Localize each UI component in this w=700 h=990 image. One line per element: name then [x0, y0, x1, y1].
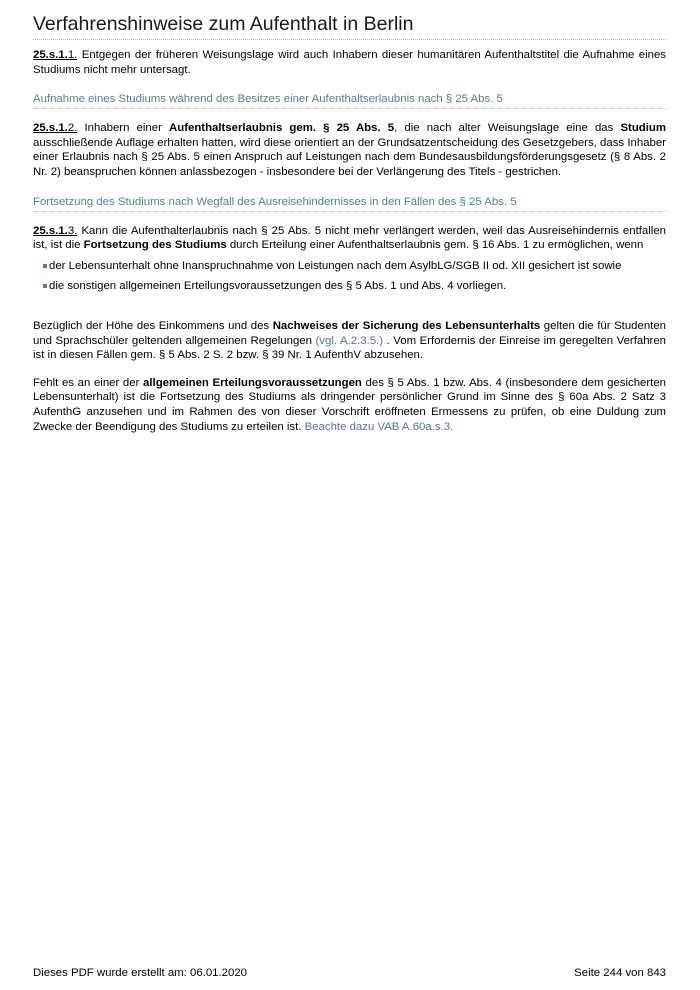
bold-term: allgemeinen Erteilungsvoraussetzungen — [143, 376, 362, 389]
reference-link-vab-a-60a-s-3[interactable]: Beachte dazu VAB A.60a.s.3. — [304, 420, 454, 433]
paragraph-text: gelten die für Studenten und Sprachschüler geltenden allgemeinen Regelungen — [33, 319, 667, 347]
bold-term: Aufenthaltserlaubnis gem. § 25 Abs. 5 — [169, 122, 395, 135]
list-item — [33, 279, 666, 294]
paragraph-text: Inhabern einer — [77, 122, 170, 135]
bold-term: Nachweises der Sicherung des Lebensunterhalts — [272, 319, 541, 332]
square-bullet-icon — [43, 284, 47, 288]
paragraph-text: Bezüglich der Höhe des Einkommens und des — [33, 319, 273, 332]
section-heading-fortsetzung-studium: Fortsetzung des Studiums nach Wegfall des Ausreisehindernisses in den Fällen des § 25 Abs. 5 — [33, 195, 666, 212]
section-number-suffix: 3. — [67, 224, 78, 237]
section-number: 25.s.1. — [33, 122, 68, 135]
condition-list — [33, 259, 666, 294]
paragraph-25-s-1-3 — [33, 224, 666, 253]
paragraph-text: durch Erteilung einer Aufenthaltserlaubnis gem. § 16 Abs. 1 zu ermöglichen, wenn — [226, 239, 644, 252]
paragraph-text: ausschließende Auflage erhalten hatten, wird diese orientiert an der Grundsatzentscheidung des Gesetzgebers, dass Inhaber einer Erlaubnis nach § 25 Abs. 5 einen Anspruch auf Leistungen nach dem Bundesausbildungsförderungsgesetz (§ 8 Abs. 2 Nr. 2) beanspruchen können anlassbezogen - insbesondere bei der Verlängerung des Titels - gestrichen. — [33, 136, 666, 178]
paragraph-25-s-1-2 — [33, 121, 666, 179]
list-item-text: die sonstigen allgemeinen Erteilungsvoraussetzungen des § 5 Abs. 1 und Abs. 4 vorliegen. — [49, 280, 507, 293]
bold-term: Fortsetzung des Studiums — [83, 239, 227, 252]
section-number-suffix: 1. — [67, 49, 78, 61]
square-bullet-icon — [43, 264, 47, 268]
paragraph-text: Kann die Aufenthalterlaubnis nach § 25 Abs. 5 nicht mehr verlängert werden, weil das Ausreisehindernis entfallen ist, ist die — [33, 224, 666, 252]
bold-term: Studium — [620, 122, 666, 135]
section-number-suffix: 2. — [67, 122, 78, 135]
section-number: 25.s.1. — [33, 49, 68, 61]
page-title: Verfahrenshinweise zum Aufenthalt in Berlin — [33, 12, 666, 40]
paragraph-text: . Vom Erfordernis der Einreise im geregelten Verfahren ist in diesen Fällen gem. § 5 Abs. 2 S. 2 bzw. § 39 Nr. 1 AufenthV abzusehen. — [33, 334, 667, 362]
paragraph-text: Fehlt es an einer der — [33, 376, 144, 389]
footer-created-date: Dieses PDF wurde erstellt am: 06.01.2020 — [33, 967, 247, 979]
paragraph-text: Entgegen der früheren Weisungslage wird auch Inhabern dieser humanitären Aufenthaltstitel die Aufnahme eines Studiums nicht mehr untersagt. — [33, 49, 666, 76]
list-item-text: der Lebensunterhalt ohne Inanspruchnahme von Leistungen nach dem AsylbLG/SGB II od. XII gesichert ist sowie — [49, 259, 622, 272]
page-footer — [33, 966, 666, 980]
paragraph-text: des § 5 Abs. 1 bzw. Abs. 4 (insbesondere dem gesicherten Lebensunterhalt) ist die Fortsetzung des Studiums als dringender persönlicher Grund im Sinne des § 60a Abs. 2 Satz 3 AufenthG anzusehen und im Rahmen des von dieser Vorschrift eröffneten Ermessens zu prüfen, ob eine Duldung zum Zwecke der Beendigung des Studiums zu erteilen ist. — [33, 376, 667, 433]
paragraph-25-s-1-1 — [33, 48, 666, 77]
section-heading-aufnahme-studium: Aufnahme eines Studiums während des Besitzes einer Aufenthaltserlaubnis nach § 25 Abs. 5 — [33, 92, 666, 109]
list-item — [33, 259, 666, 274]
paragraph-lebensunterhalt — [33, 319, 666, 363]
paragraph-text: , die nach alter Weisungslage eine das — [394, 122, 621, 135]
document-page — [33, 12, 666, 434]
reference-link-a-2-3-5[interactable]: (vgl. A.2.3.5.) — [315, 334, 384, 347]
footer-page-number: Seite 244 von 843 — [574, 967, 666, 979]
paragraph-erteilungsvoraussetzungen — [33, 376, 666, 434]
section-number: 25.s.1. — [33, 224, 68, 237]
